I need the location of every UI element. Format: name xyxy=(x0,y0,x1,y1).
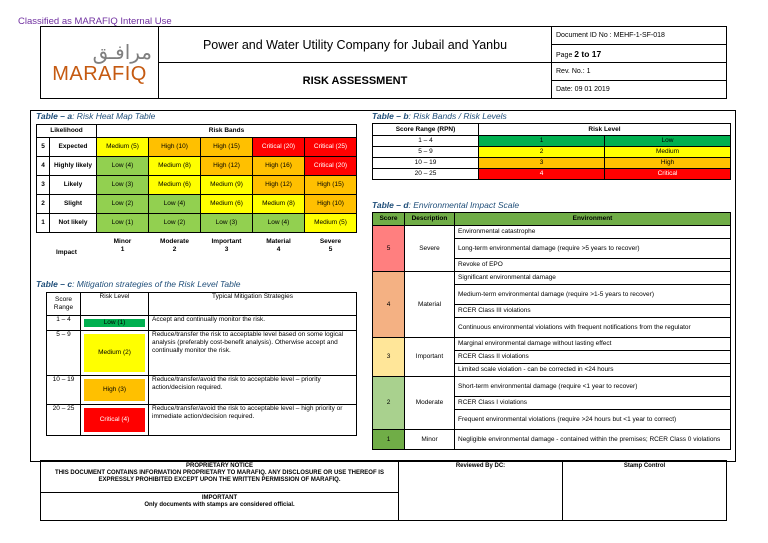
logo-english: MARAFIQ xyxy=(52,62,147,85)
likelihood-label: Expected xyxy=(50,138,97,157)
env-impact-row xyxy=(373,377,731,397)
table-b-label: Table – b xyxy=(372,111,409,121)
env-item: Marginal environmental damage without lasting effect xyxy=(455,338,731,351)
heat-map-cell: High (10) xyxy=(149,138,201,157)
risk-level-name: High xyxy=(605,158,731,169)
env-impact-row xyxy=(373,272,731,285)
env-item: RCER Class II violations xyxy=(455,351,731,364)
heat-map-cell: High (12) xyxy=(253,176,305,195)
risk-bands-header: Risk Bands xyxy=(97,125,357,138)
env-item: Environmental catastrophe xyxy=(455,226,731,239)
risk-level-number: 2 xyxy=(479,147,605,158)
env-item: Significant environmental damage xyxy=(455,272,731,285)
mitigation-score-range: 1 – 4 xyxy=(47,316,81,331)
heat-map-row xyxy=(37,214,357,233)
mitigation-level-chip: Critical (4) xyxy=(84,408,145,432)
impact-col-3: Important 3 xyxy=(211,237,242,253)
table-d-title: : Environmental Impact Scale xyxy=(408,200,520,210)
risk-level-name: Low xyxy=(605,136,731,147)
risk-level-number: 3 xyxy=(479,158,605,169)
page-prefix: Page xyxy=(556,51,575,59)
mitigation-risk-level xyxy=(81,376,149,405)
impact-col-1: Minor 1 xyxy=(113,237,132,253)
logo-arabic: مرافـق xyxy=(92,39,152,64)
env-score: 5 xyxy=(373,226,405,272)
env-item: Limited scale violation - can be corrected in <24 hours xyxy=(455,364,731,377)
env-description: Important xyxy=(405,338,455,377)
likelihood-number: 2 xyxy=(37,195,50,214)
mitigation-risk-level xyxy=(81,316,149,331)
mitigation-risk-level xyxy=(81,405,149,436)
env-item: Revoke of EPO xyxy=(455,259,731,272)
table-d-caption xyxy=(372,200,519,210)
heat-map-cell: Medium (9) xyxy=(201,176,253,195)
proprietary-notice xyxy=(41,461,399,493)
table-d-label: Table – d xyxy=(372,200,409,210)
impact-col-4: Material 4 xyxy=(266,237,291,253)
likelihood-label: Likely xyxy=(50,176,97,195)
score-range-header: Score Range (RPN) xyxy=(373,124,479,136)
notice-title: PROPRIETARY NOTICE xyxy=(186,463,253,469)
env-description: Material xyxy=(405,272,455,338)
heat-map-row xyxy=(37,195,357,214)
heat-map-cell: High (15) xyxy=(201,138,253,157)
risk-band-row xyxy=(373,147,731,158)
document-footer xyxy=(40,460,727,521)
score-range: 5 – 9 xyxy=(373,147,479,158)
heat-map-cell: Critical (20) xyxy=(305,157,357,176)
heat-map-row xyxy=(37,176,357,195)
env-impact-row xyxy=(373,226,731,239)
env-item: Continuous environmental violations with frequent notifications from the regulator xyxy=(455,318,731,338)
env-score-header: Score xyxy=(373,213,405,226)
heat-map-cell: Low (3) xyxy=(201,214,253,233)
env-impact-row xyxy=(373,430,731,450)
heat-map-cell: Critical (25) xyxy=(305,138,357,157)
table-b-caption xyxy=(372,111,507,121)
mitigation-strategy: Reduce/transfer/avoid the risk to acceptable level – high priority or immediate action/decision required. xyxy=(149,405,357,436)
risk-heat-map-table xyxy=(36,124,357,259)
mitigation-level-chip: High (3) xyxy=(84,379,145,401)
env-description: Minor xyxy=(405,430,455,450)
risk-band-row xyxy=(373,136,731,147)
notice-text: THIS DOCUMENT CONTAINS INFORMATION PROPRIETARY TO MARAFIQ. ANY DISCLOSURE OR USE THEREOF IS EXPRESSLY PROHIBITED EXCEPT UPON THE WRITTEN PERMISSION OF MARAFIQ. xyxy=(55,470,384,483)
likelihood-label: Highly likely xyxy=(50,157,97,176)
revision-number: Rev. No.: 1 xyxy=(552,63,727,81)
stamp-control: Stamp Control xyxy=(563,461,727,521)
heat-map-cell: Low (2) xyxy=(97,195,149,214)
mitigation-strategy: Accept and continually monitor the risk. xyxy=(149,316,357,331)
env-item: Long-term environmental damage (require >5 years to recover) xyxy=(455,239,731,259)
heat-map-cell: Low (4) xyxy=(253,214,305,233)
risk-band-row xyxy=(373,169,731,180)
mitigation-row xyxy=(47,376,357,405)
env-impact-row xyxy=(373,338,731,351)
table-c-caption xyxy=(36,279,240,289)
env-item: Medium-term environmental damage (require >1-5 years to recover) xyxy=(455,285,731,305)
risk-level-header: Risk Level xyxy=(479,124,731,136)
likelihood-header: Likelihood xyxy=(37,125,97,138)
mitigation-score-range: 10 – 19 xyxy=(47,376,81,405)
important-title: IMPORTANT xyxy=(201,495,238,501)
mitigation-row xyxy=(47,405,357,436)
logo xyxy=(41,27,159,99)
risk-level-name: Critical xyxy=(605,169,731,180)
reviewed-by: Reviewed By DC: xyxy=(399,461,563,521)
heat-map-cell: High (12) xyxy=(201,157,253,176)
env-environment-header: Environment xyxy=(455,213,731,226)
score-range: 10 – 19 xyxy=(373,158,479,169)
likelihood-number: 3 xyxy=(37,176,50,195)
likelihood-label: Slight xyxy=(50,195,97,214)
env-description: Severe xyxy=(405,226,455,272)
important-text: Only documents with stamps are considered official. xyxy=(144,502,295,508)
mitigation-score-header: Score Range xyxy=(47,293,81,316)
heat-map-cell: Medium (6) xyxy=(149,176,201,195)
likelihood-number: 5 xyxy=(37,138,50,157)
table-a-title: : Risk Heat Map Table xyxy=(72,111,156,121)
page-number xyxy=(552,45,727,63)
impact-col-5: Severe 5 xyxy=(319,237,342,253)
env-score: 2 xyxy=(373,377,405,430)
heat-map-cell: Low (1) xyxy=(97,214,149,233)
table-a-label: Table – a xyxy=(36,111,73,121)
env-item: RCER Class III violations xyxy=(455,305,731,318)
mitigation-strategies-table xyxy=(46,292,357,436)
env-item: RCER Class I violations xyxy=(455,397,731,410)
mitigation-strategy: Reduce/transfer the risk to acceptable level based on some logical analysis (preferably cost-benefit analysis). Otherwise accept and continually monitor the risk. xyxy=(149,331,357,376)
document-header xyxy=(40,26,727,99)
likelihood-number: 4 xyxy=(37,157,50,176)
heat-map-cell: Low (3) xyxy=(97,176,149,195)
document-id: Document ID No : MEHF-1-SF-018 xyxy=(552,27,727,45)
risk-level-number: 1 xyxy=(479,136,605,147)
table-b-title: : Risk Bands / Risk Levels xyxy=(408,111,507,121)
env-item: Frequent environmental violations (require >24 hours but <1 year to correct) xyxy=(455,410,731,430)
heat-map-row xyxy=(37,138,357,157)
heat-map-cell: Medium (5) xyxy=(305,214,357,233)
heat-map-cell: Low (4) xyxy=(97,157,149,176)
env-description: Moderate xyxy=(405,377,455,430)
env-score: 1 xyxy=(373,430,405,450)
classification-label: Classified as MARAFIQ Internal Use xyxy=(18,16,172,27)
env-score: 3 xyxy=(373,338,405,377)
table-c-title: : Mitigation strategies of the Risk Level Table xyxy=(72,279,241,289)
mitigation-strategy-header: Typical Mitigation Strategies xyxy=(149,293,357,316)
heat-map-cell: Low (4) xyxy=(149,195,201,214)
important-notice xyxy=(41,493,399,521)
heat-map-cell: Medium (8) xyxy=(149,157,201,176)
risk-band-row xyxy=(373,158,731,169)
document-date: Date: 09 01 2019 xyxy=(552,81,727,99)
impact-col-2: Moderate 2 xyxy=(160,237,189,253)
mitigation-row xyxy=(47,331,357,376)
heat-map-cell: Low (2) xyxy=(149,214,201,233)
mitigation-level-header: Risk Level xyxy=(81,293,149,316)
environmental-impact-table xyxy=(372,212,731,450)
mitigation-level-chip: Low (1) xyxy=(84,319,145,327)
company-name: Power and Water Utility Company for Jubail and Yanbu xyxy=(159,27,552,63)
mitigation-level-chip: Medium (2) xyxy=(84,334,145,372)
mitigation-row xyxy=(47,316,357,331)
env-item: Negligible environmental damage - contained within the premises; RCER Class 0 violations xyxy=(455,430,731,450)
likelihood-number: 1 xyxy=(37,214,50,233)
mitigation-strategy: Reduce/transfer/avoid the risk to acceptable level – priority action/decision required. xyxy=(149,376,357,405)
score-range: 20 – 25 xyxy=(373,169,479,180)
heat-map-cell: High (16) xyxy=(253,157,305,176)
table-c-label: Table – c xyxy=(36,279,73,289)
heat-map-cell: Medium (5) xyxy=(97,138,149,157)
env-description-header: Description xyxy=(405,213,455,226)
likelihood-label: Not likely xyxy=(50,214,97,233)
page-value: 2 to 17 xyxy=(574,48,602,59)
mitigation-score-range: 5 – 9 xyxy=(47,331,81,376)
heat-map-cell: High (15) xyxy=(305,176,357,195)
risk-level-number: 4 xyxy=(479,169,605,180)
risk-level-name: Medium xyxy=(605,147,731,158)
impact-label: Impact xyxy=(56,248,77,256)
env-item: Short-term environmental damage (require <1 year to recover) xyxy=(455,377,731,397)
mitigation-risk-level xyxy=(81,331,149,376)
score-range: 1 – 4 xyxy=(373,136,479,147)
heat-map-cell: Medium (8) xyxy=(253,195,305,214)
heat-map-cell: Critical (20) xyxy=(253,138,305,157)
document-title: RISK ASSESSMENT xyxy=(159,63,552,99)
heat-map-row xyxy=(37,157,357,176)
heat-map-cell: High (10) xyxy=(305,195,357,214)
env-score: 4 xyxy=(373,272,405,338)
table-a-caption xyxy=(36,111,155,121)
risk-bands-table xyxy=(372,123,731,180)
mitigation-score-range: 20 – 25 xyxy=(47,405,81,436)
heat-map-cell: Medium (6) xyxy=(201,195,253,214)
